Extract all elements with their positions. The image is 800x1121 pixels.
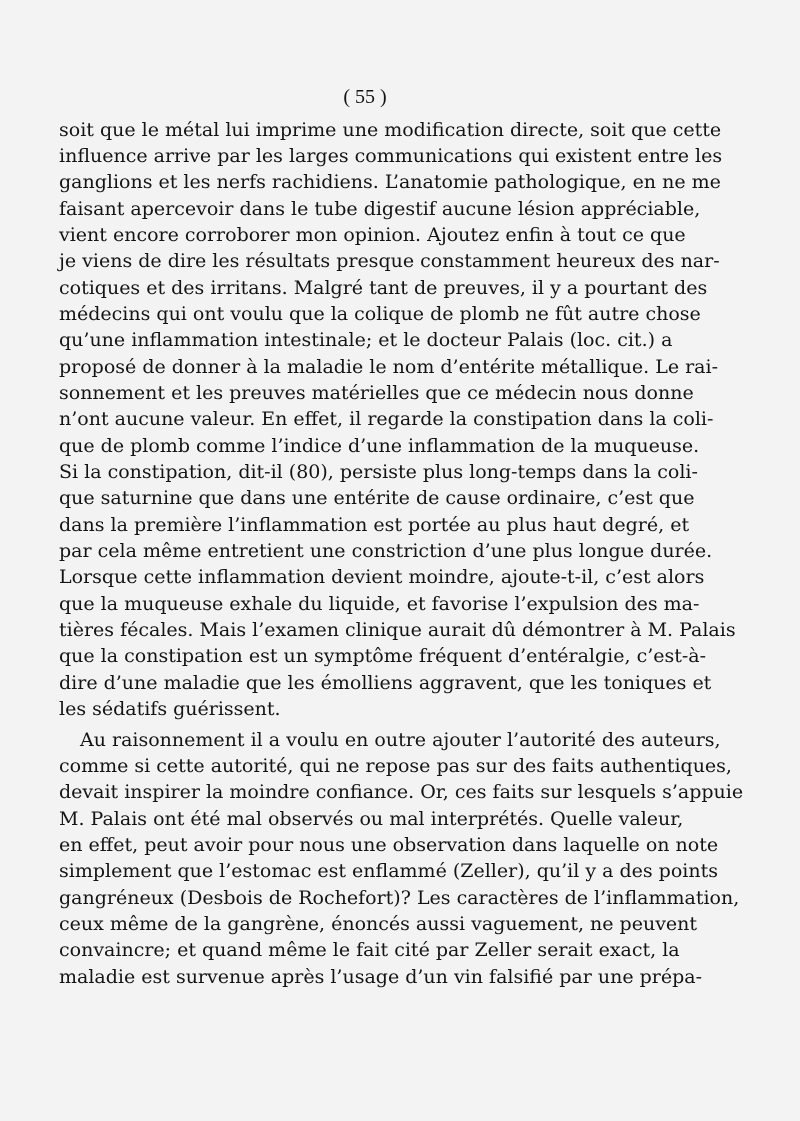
text-line: ganglions et les nerfs rachidiens. L’anatomie pathologique, en ne me (59, 171, 721, 193)
text-line: Au raisonnement il a voulu en outre ajouter l’autorité des auteurs, (80, 729, 721, 751)
text-line: influence arrive par les larges communications qui existent entre les (59, 145, 723, 167)
text-line: je viens de dire les résultats presque constamment heureux des nar- (59, 250, 720, 272)
text-line: les sédatifs guérissent. (59, 698, 281, 720)
text-line: qu’une inflammation intestinale; et le docteur Palais (loc. cit.) a (59, 329, 673, 351)
text-line: simplement que l’estomac est enflammé (Zeller), qu’il y a des points (59, 860, 718, 882)
text-line: tières fécales. Mais l’examen clinique aurait dû démontrer à M. Palais (59, 619, 736, 641)
text-line: gangréneux (Desbois de Rochefort)? Les caractères de l’inflammation, (59, 887, 740, 909)
text-line: n’ont aucune valeur. En effet, il regarde la constipation dans la coli- (59, 408, 714, 430)
text-line: soit que le métal lui imprime une modification directe, soit que cette (59, 119, 722, 141)
text-line: comme si cette autorité, qui ne repose pas sur des faits authentiques, (59, 755, 732, 777)
text-line: maladie est survenue après l’usage d’un vin falsifié par une prépa- (59, 966, 703, 988)
page-number: ( 55 ) (343, 86, 387, 108)
text-line: dire d’une maladie que les émolliens aggravent, que les toniques et (59, 672, 712, 694)
text-line: convaincre; et quand même le fait cité par Zeller serait exact, la (59, 939, 680, 961)
text-line: que de plomb comme l’indice d’une inflammation de la muqueuse. (59, 435, 700, 457)
text-line: en effet, peut avoir pour nous une observation dans laquelle on note (59, 834, 719, 856)
text-line: que la constipation est un symptôme fréquent d’entéralgie, c’est-à- (59, 645, 707, 667)
text-line: sonnement et les preuves matérielles que ce médecin nous donne (59, 382, 694, 404)
text-line: Si la constipation, dit-il (80), persiste plus long-temps dans la coli- (59, 461, 698, 483)
text-line: proposé de donner à la maladie le nom d’entérite métallique. Le rai- (59, 356, 719, 378)
text-line: devait inspirer la moindre confiance. Or, ces faits sur lesquels s’appuie (59, 781, 744, 803)
text-line: vient encore corroborer mon opinion. Ajoutez enfin à tout ce que (59, 224, 686, 246)
text-line: Lorsque cette inflammation devient moindre, ajoute-t-il, c’est alors (59, 566, 705, 588)
text-line: que la muqueuse exhale du liquide, et favorise l’expulsion des ma- (59, 593, 700, 615)
text-line: que saturnine que dans une entérite de cause ordinaire, c’est que (59, 487, 695, 509)
text-line: par cela même entretient une constriction d’une plus longue durée. (59, 540, 713, 562)
text-line: ceux même de la gangrène, énoncés aussi vaguement, ne peuvent (59, 913, 698, 935)
text-line: cotiques et des irritans. Malgré tant de preuves, il y a pourtant des (59, 277, 708, 299)
text-line: médecins qui ont voulu que la colique de plomb ne fût autre chose (59, 303, 701, 325)
text-line: faisant apercevoir dans le tube digestif aucune lésion appréciable, (59, 198, 701, 220)
text-line: dans la première l’inflammation est portée au plus haut degré, et (59, 514, 690, 536)
text-line: M. Palais ont été mal observés ou mal interprétés. Quelle valeur, (59, 808, 684, 830)
